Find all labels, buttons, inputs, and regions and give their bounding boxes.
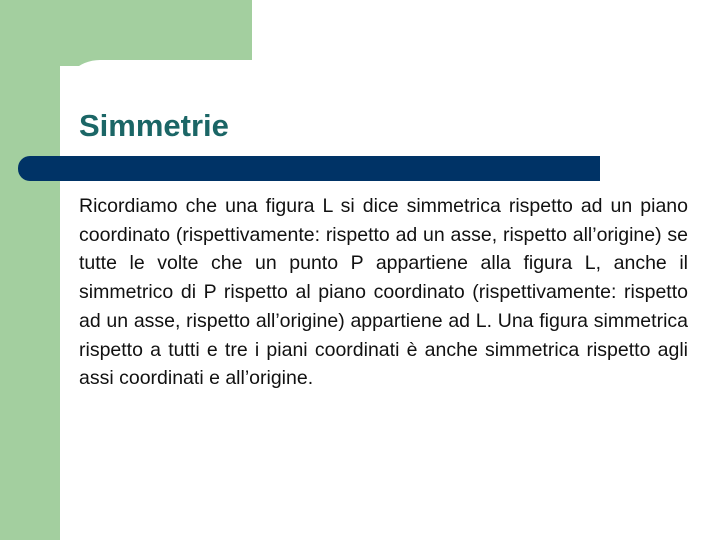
decorative-green-left-band bbox=[0, 0, 60, 540]
slide-title: Simmetrie bbox=[79, 108, 229, 143]
title-underline-bar bbox=[18, 156, 600, 181]
slide-body-text: Ricordiamo che una figura L si dice simmetrica rispetto ad un piano coordinato (rispettivamente: rispetto ad un asse, rispetto all’origine) se tutte le volte che un punto P appartiene alla figura L, anche il simmetrico di P rispetto al piano coordinato (rispettivamente: rispetto ad un asse, rispetto all’origine) appartiene ad L. Una figura simmetrica rispetto a tutti e tre i piani coordinati è anche simmetrica rispetto agli assi coordinati e all’origine. bbox=[79, 195, 688, 390]
